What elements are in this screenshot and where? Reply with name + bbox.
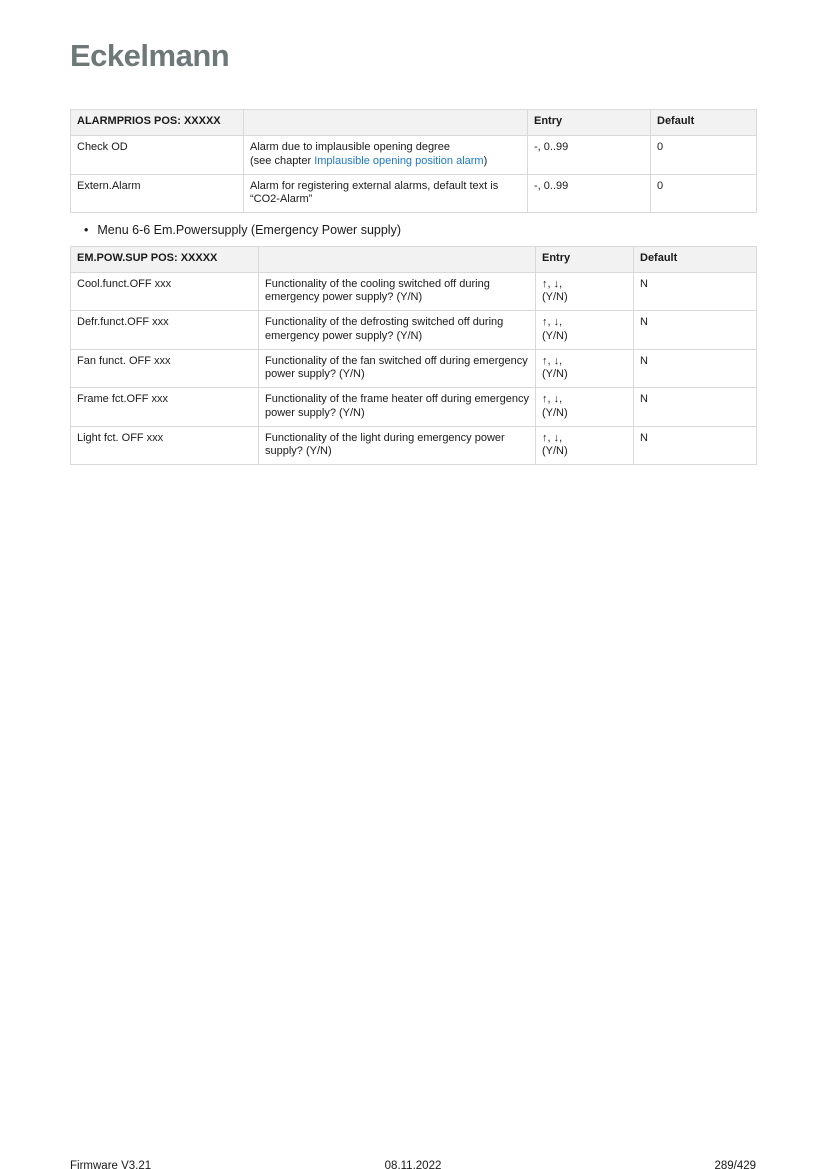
param-name: Check OD (71, 136, 244, 175)
param-entry: ↑, ↓, (Y/N) (536, 388, 634, 427)
param-entry: ↑, ↓, (Y/N) (536, 272, 634, 311)
param-entry: ↑, ↓, (Y/N) (536, 426, 634, 465)
param-entry: -, 0..99 (528, 136, 651, 175)
table-row (71, 349, 757, 388)
param-description: Functionality of the fan switched off during emergency power supply? (Y/N) (259, 349, 536, 388)
table-row (71, 311, 757, 350)
page-footer (70, 1160, 756, 1169)
param-description: Functionality of the light during emergency power supply? (Y/N) (259, 426, 536, 465)
eckelmann-logo: Eckelmann (70, 38, 230, 73)
param-entry: ↑, ↓, (Y/N) (536, 349, 634, 388)
param-entry: ↑, ↓, (Y/N) (536, 311, 634, 350)
param-default: 0 (651, 174, 757, 213)
alarmprios-header-pos: ALARMPRIOS POS: XXXXX (71, 110, 244, 136)
description-line: Alarm due to implausible opening degree (250, 141, 450, 153)
empowsup-header-row (71, 246, 757, 272)
param-name: Light fct. OFF xxx (71, 426, 259, 465)
param-name: Extern.Alarm (71, 174, 244, 213)
document-page (0, 40, 827, 1169)
description-line: “CO2-Alarm” (250, 193, 313, 206)
description-line: Alarm for registering external alarms, default text is (250, 179, 499, 192)
param-entry: -, 0..99 (528, 174, 651, 213)
param-description: Functionality of the defrosting switched off during emergency power supply? (Y/N) (259, 311, 536, 350)
alarmprios-table (70, 109, 757, 213)
empowsup-header-pos: EM.POW.SUP POS: XXXXX (71, 246, 259, 272)
param-description: Functionality of the frame heater off during emergency power supply? (Y/N) (259, 388, 536, 427)
description-line: (see chapter Implausible opening position alarm) (250, 154, 488, 167)
param-description (244, 136, 528, 175)
alarmprios-header-empty (244, 110, 528, 136)
menu-bullet-item (84, 222, 756, 240)
footer-date: 08.11.2022 (384, 1160, 442, 1169)
param-default: N (634, 272, 757, 311)
alarmprios-header-entry: Entry (528, 110, 651, 136)
param-default: N (634, 349, 757, 388)
param-name: Frame fct.OFF xxx (71, 388, 259, 427)
footer-page-number: 289/429 (714, 1160, 757, 1169)
param-default: 0 (651, 136, 757, 175)
table-row (71, 136, 757, 175)
param-default: N (634, 311, 757, 350)
empowsup-header-entry: Entry (536, 246, 634, 272)
footer-firmware-version: Firmware V3.21 (70, 1160, 152, 1169)
table-row (71, 272, 757, 311)
empowsup-header-empty (259, 246, 536, 272)
alarmprios-header-row (71, 110, 757, 136)
empowsup-table (70, 246, 757, 466)
chapter-link-implausible-opening-position-alarm[interactable]: Implausible opening position alarm (314, 154, 484, 167)
param-name: Cool.funct.OFF xxx (71, 272, 259, 311)
table-row (71, 426, 757, 465)
param-name: Fan funct. OFF xxx (71, 349, 259, 388)
param-description: Functionality of the cooling switched off during emergency power supply? (Y/N) (259, 272, 536, 311)
alarmprios-header-default: Default (651, 110, 757, 136)
table-row (71, 388, 757, 427)
table-row (71, 174, 757, 213)
param-default: N (634, 426, 757, 465)
empowsup-header-default: Default (634, 246, 757, 272)
param-description (244, 174, 528, 213)
param-default: N (634, 388, 757, 427)
bullet-text: Menu 6-6 Em.Powersupply (Emergency Power supply) (97, 223, 401, 237)
param-name: Defr.funct.OFF xxx (71, 311, 259, 350)
